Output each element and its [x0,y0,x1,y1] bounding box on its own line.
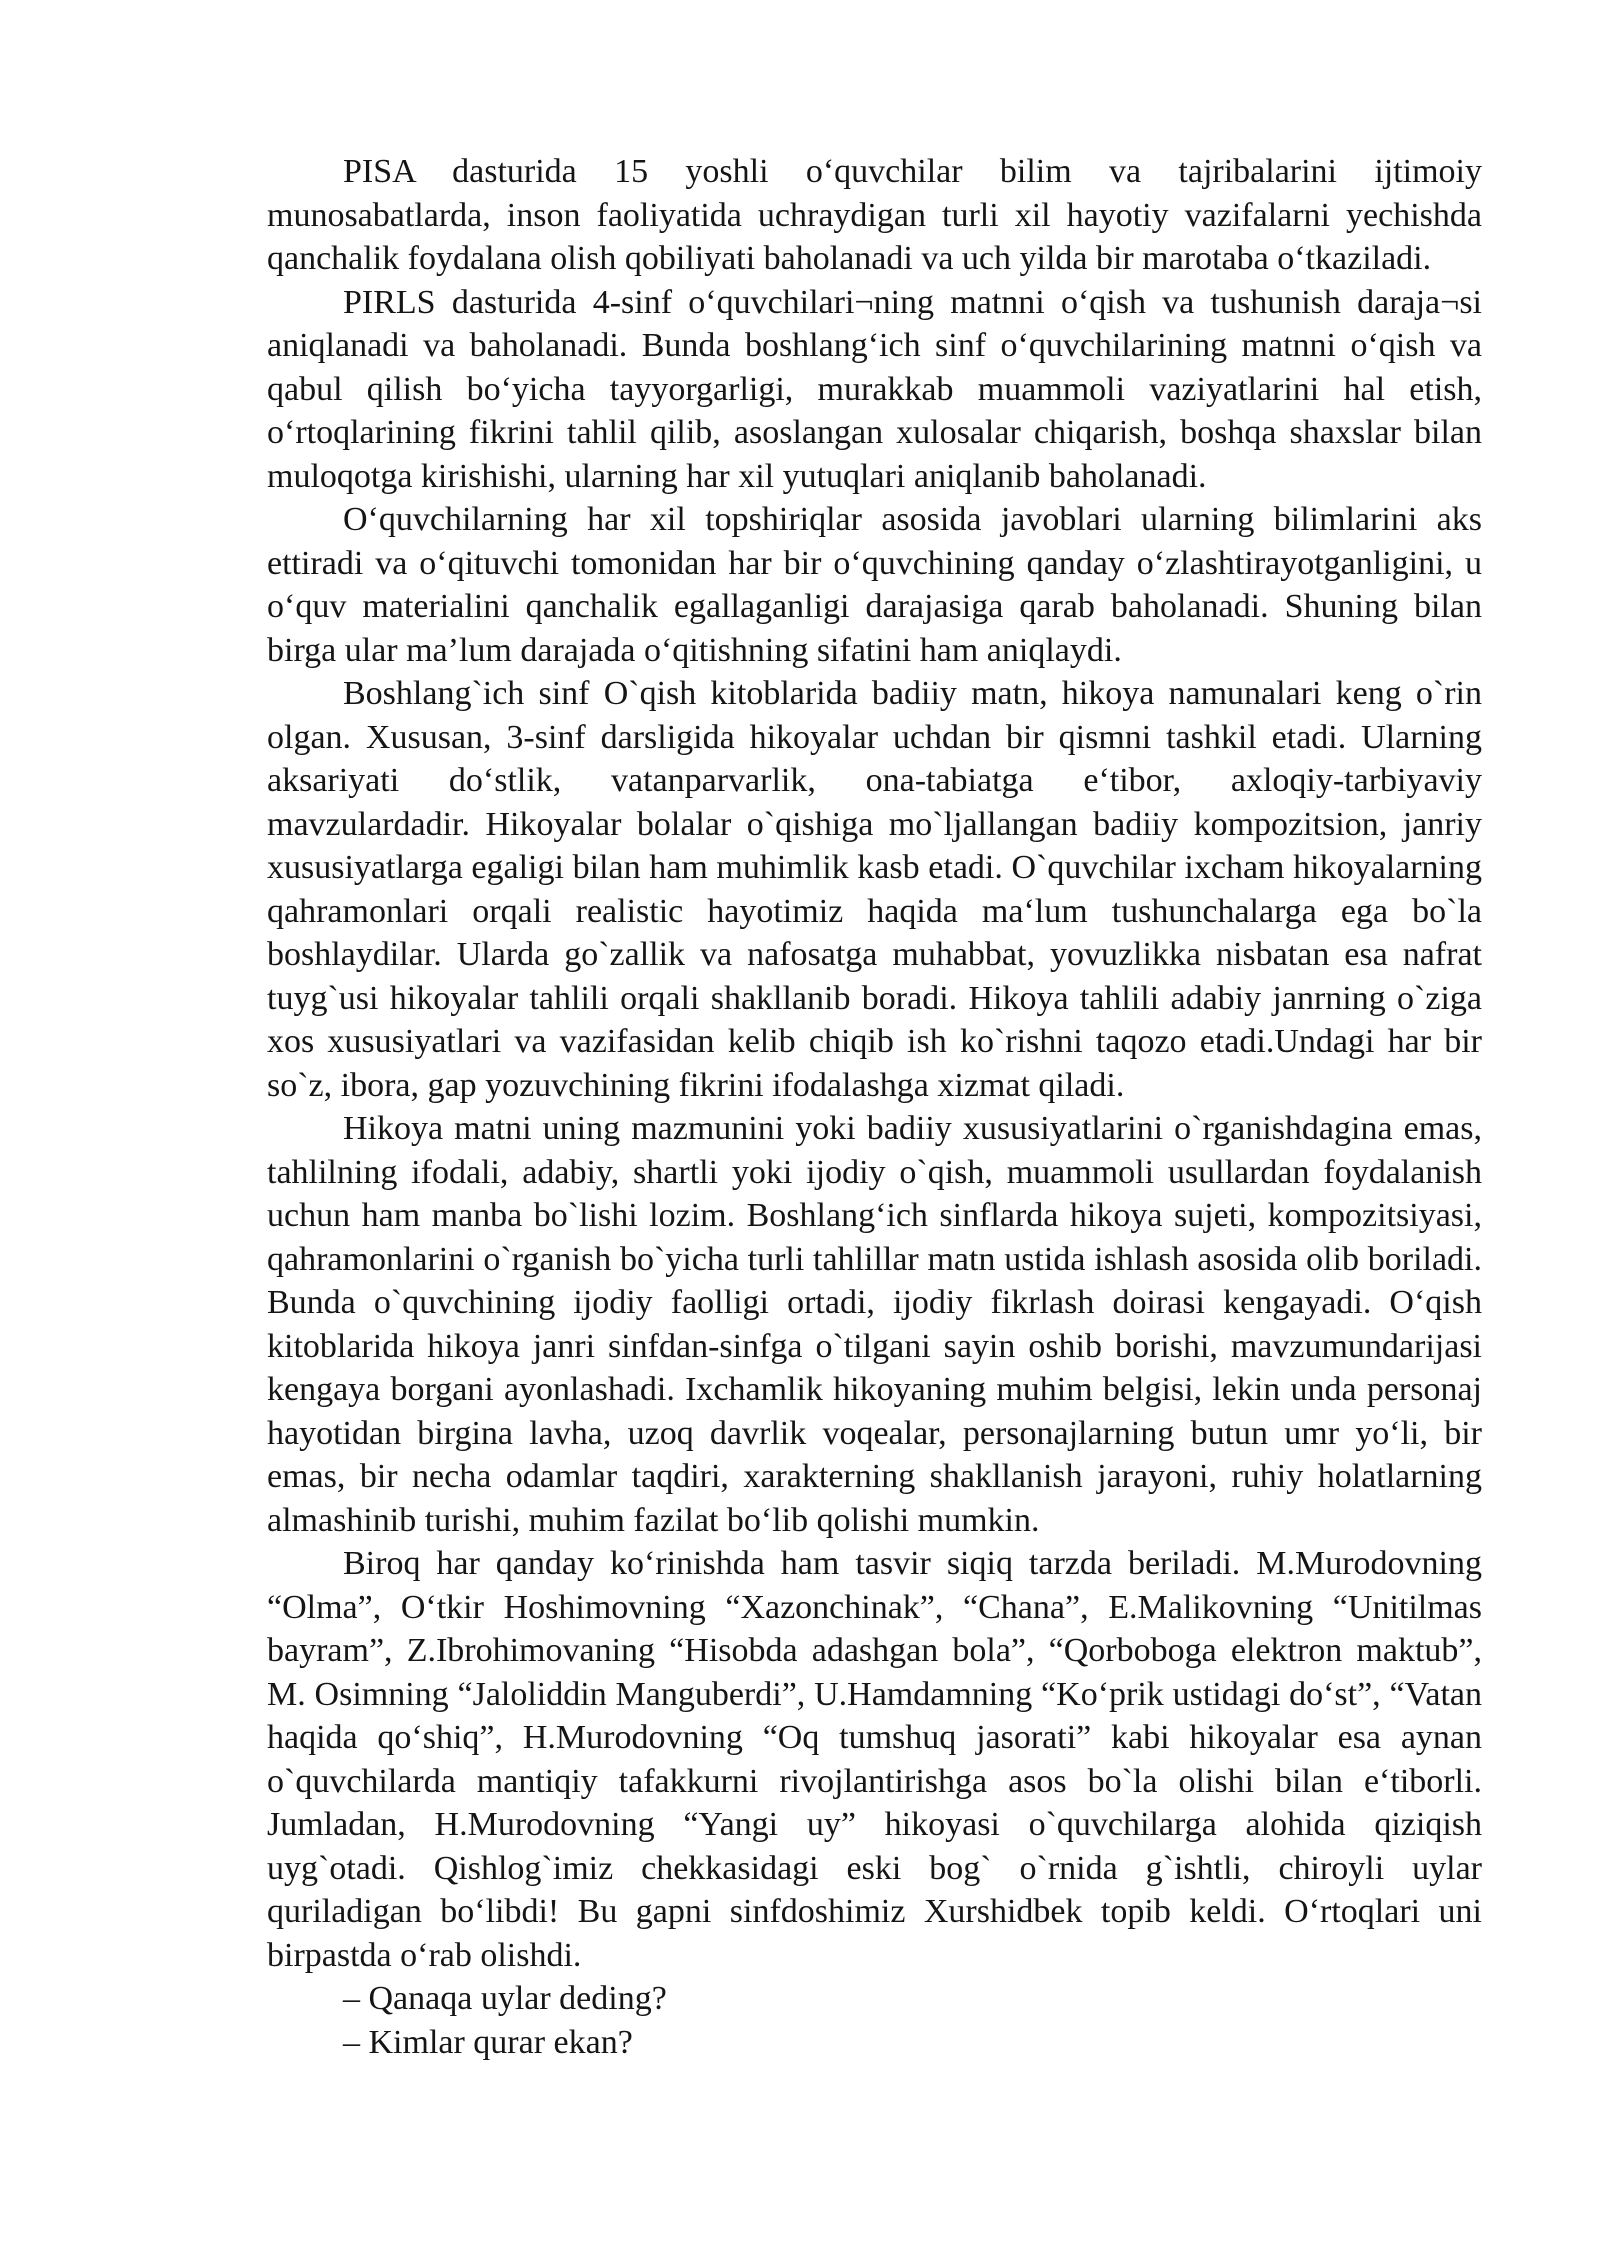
dialogue-line: – Kimlar qurar ekan? [343,2023,633,2061]
paragraph-story-text: Hikoya matni uning mazmunini yoki badiiy xususiyatlarini o`rganishdagina emas, tahlilning ifodali, adabiy, shartli yoki ijodiy o`qish, muammoli usullardan foydalanish uchun ham manba bo`lishi lozim. Boshlang‘ich sinflarda hikoya sujeti, kompozitsiyasi, qahramonlarini o`rganish bo`yicha turli tahlillar matn ustida ishlash asosida olib boriladi. Bunda o`quvchining ijodiy faolligi ortadi, ijodiy fikrlash doirasi kengayadi. O‘qish kitoblarida hikoya janri sinfdan-sinfga o`tilgani sayin oshib borishi, mavzumundarijasi kengaya borgani ayonlashadi. Ixchamlik hikoyaning muhim belgisi, lekin unda personaj hayotidan birgina lavha, uzoq davrlik voqealar, personajlarning butun umr yo‘li, bir emas, bir necha odamlar taqdiri, xarakterning shakllanish jarayoni, ruhiy holatlarning almashinib turishi, muhim fazilat bo‘lib qolishi mumkin. [267,1110,1482,1539]
paragraph-pisa: PISA dasturida 15 yoshli o‘quvchilar bilim va tajribalarini ijtimoiy munosabatlarda, inson faoliyatida uchraydigan turli xil hayotiy vazifalarni yechishda qanchalik foydalana olish qobiliyati baholanadi va uch yilda bir marotaba o‘tkaziladi. [267,153,1482,277]
dialogue-line: – Qanaqa uylar deding? [343,1980,667,2017]
paragraph-assessment: O‘quvchilarning har xil topshiriqlar asosida javoblari ularning bilimlarini aks ettiradi va o‘qituvchi tomonidan har bir o‘quvchining qanday o‘zlashtirayotganligini, u o‘quv materialini qanchalik egallaganligi darajasiga qarab baholanadi. Shuning bilan birga ular ma’lum darajada o‘qitishning sifatini ham aniqlaydi. [267,501,1482,669]
paragraph-pirls: PIRLS dasturida 4-sinf o‘quvchilari¬ning matnni o‘qish va tushunish daraja¬si aniqlanadi va baholanadi. Bunda boshlang‘ich sinf o‘quvchilarining matnni o‘qish va qabul qilish bo‘yicha tayyorgarligi, murakkab muammoli vaziyatlarini hal etish, o‘rtoqlarining fikrini tahlil qilib, asoslangan xulosalar chiqarish, boshqa shaxslar bilan muloqotga kirishishi, ularning har xil yutuqlari aniqlanib baholanadi. [267,283,1482,495]
document-page [267,150,1482,2064]
paragraph-reading-books: Boshlang`ich sinf O`qish kitoblarida badiiy matn, hikoya namunalari keng o`rin olgan. Xususan, 3-sinf darsligida hikoyalar uchdan bir qismni tashkil etadi. Ularning aksariyati do‘stlik, vatanparvarlik, ona-tabiatga e‘tibor, axloqiy-tarbiyaviy mavzulardadir. Hikoyalar bolalar o`qishiga mo`ljallangan badiiy kompozitsion, janriy xususiyatlarga egaligi bilan ham muhimlik kasb etadi. O`quvchilar ixcham hikoyalarning qahramonlari orqali realistic hayotimiz haqida ma‘lum tushunchalarga ega bo`la boshlaydilar. Ularda go`zallik va nafosatga muhabbat, yovuzlikka nisbatan esa nafrat tuyg`usi hikoyalar tahlili orqali shakllanib boradi. Hikoya tahlili adabiy janrning o`ziga xos xususiyatlari va vazifasidan kelib chiqib ish ko`rishni taqozo etadi.Undagi har bir so`z, ibora, gap yozuvchining fikrini ifodalashga xizmat qiladi. [267,675,1482,1104]
paragraph-story-examples: Biroq har qanday ko‘rinishda ham tasvir siqiq tarzda beriladi. M.Murodovning “Olma”, O‘tkir Hoshimovning “Xazonchinak”, “Chana”, E.Malikovning “Unitilmas bayram”, Z.Ibrohimovaning “Hisobda adashgan bola”, “Qorboboga elektron maktub”, M. Osimning “Jaloliddin Manguberdi”, U.Hamdamning “Ko‘prik ustidagi do‘st”, “Vatan haqida qo‘shiq”, H.Murodovning “Oq tumshuq jasorati” kabi hikoyalar esa aynan o`quvchilarda mantiqiy tafakkurni rivojlantirishga asos bo`la olishi bilan e‘tiborli. Jumladan, H.Murodovning “Yangi uy” hikoyasi o`quvchilarga alohida qiziqish uyg`otadi. Qishlog`imiz chekkasidagi eski bog` o`rnida g`ishtli, chiroyli uylar quriladigan bo‘libdi! Bu gapni sinfdoshimiz Xurshidbek topib keldi. O‘rtoqlari uni birpastda o‘rab olishdi. [267,1545,1482,1974]
